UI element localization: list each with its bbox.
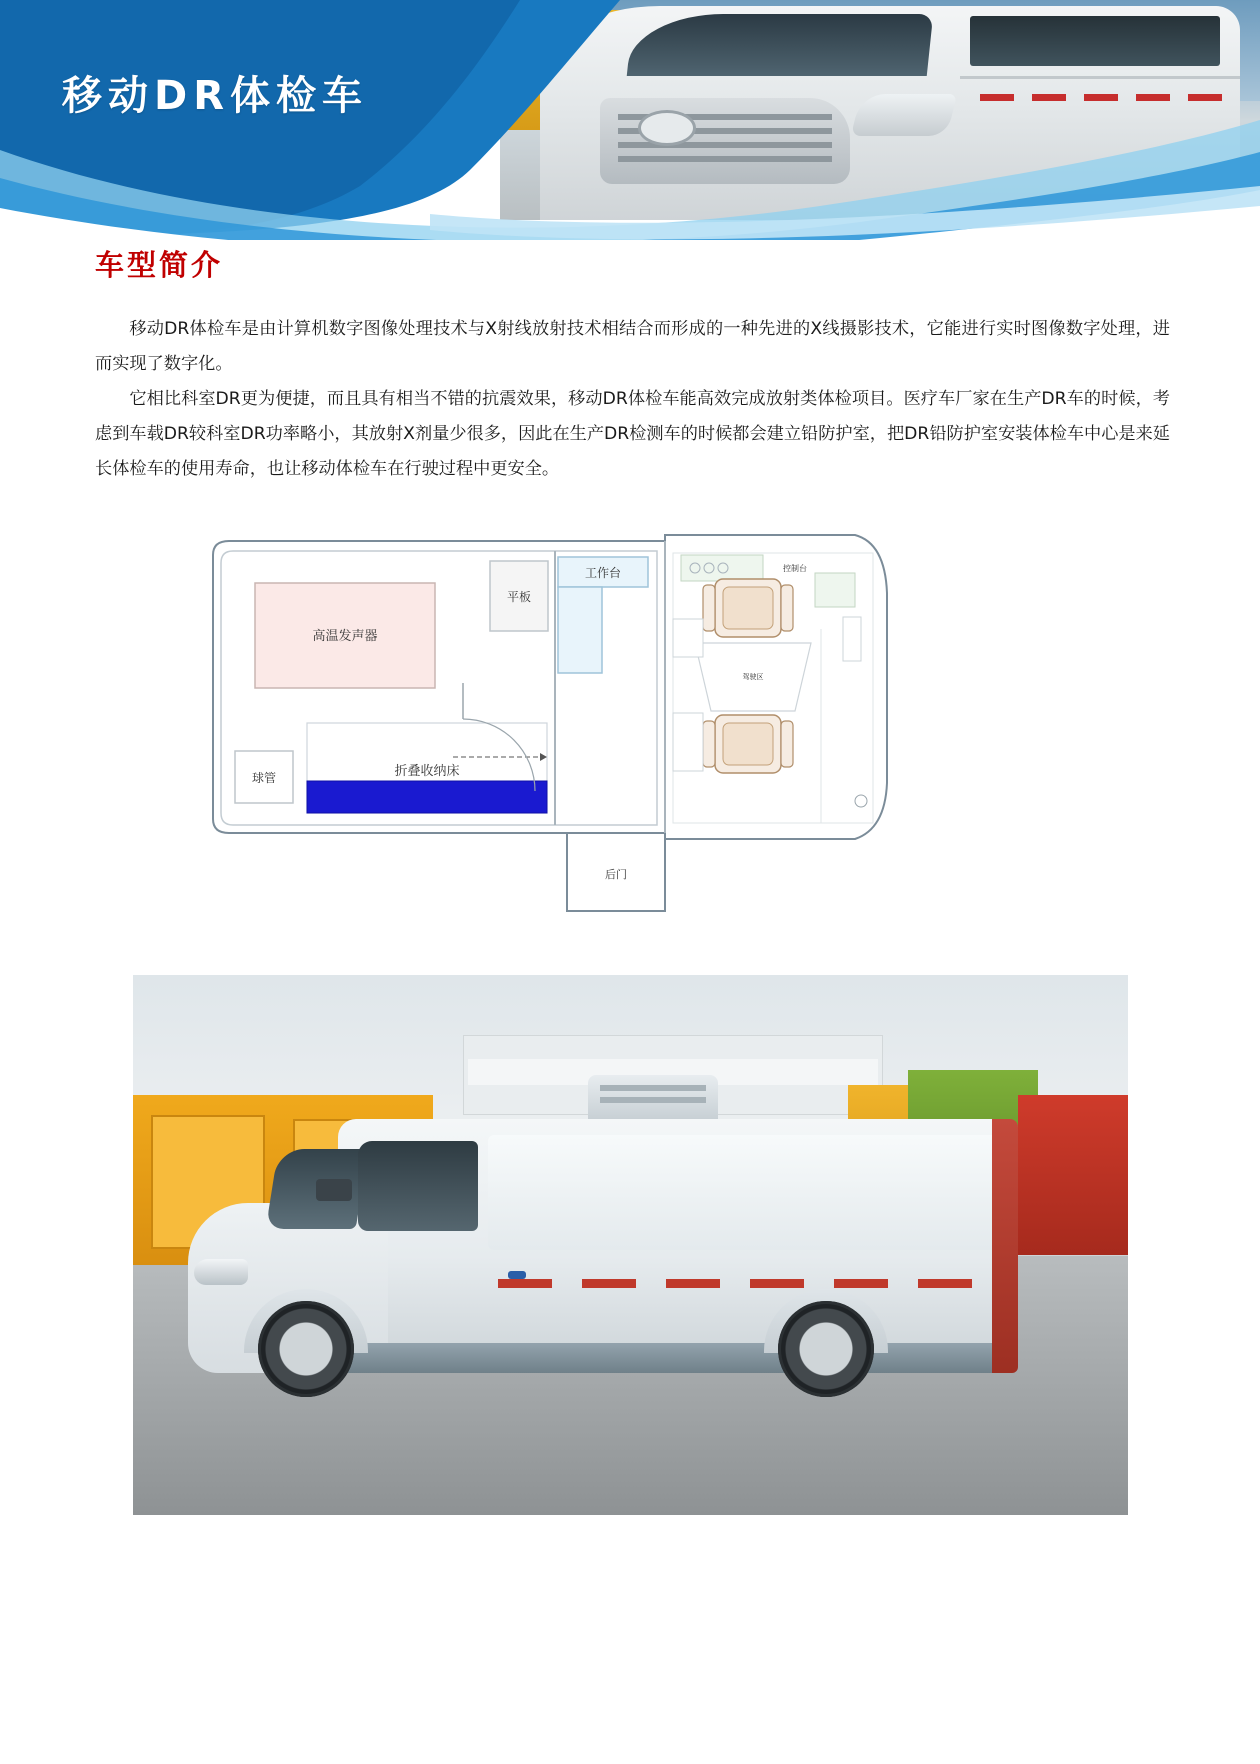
floorplan-label-folding-bed: 折叠收纳床: [394, 764, 460, 779]
floorplan-label-workbench: 工作台: [584, 566, 622, 580]
photo-van-front-wheel: [258, 1301, 354, 1397]
floorplan-bed-mattress: [307, 781, 547, 813]
floorplan-cab-box-4: [843, 617, 861, 661]
floorplan-passenger-seat: [703, 715, 793, 773]
vehicle-side-photo: [133, 975, 1128, 1515]
photo-van-cab-window: [358, 1141, 478, 1231]
photo-van: [188, 1093, 1018, 1413]
floorplan-svg: [195, 533, 895, 933]
floorplan-cab-box-2: [673, 713, 703, 771]
photo-van-roof-ac-unit: [588, 1075, 718, 1119]
photo-background-red-truck: [1018, 1095, 1128, 1255]
floorplan-label-tube: 球管: [251, 771, 277, 785]
floorplan-label-console: 控制台: [783, 564, 807, 573]
floorplan-cab-box-3: [815, 573, 855, 607]
floorplan-driver-seat: [703, 579, 793, 637]
section-heading: 车型简介: [95, 248, 224, 282]
floorplan-label-generator: 高温发声器: [312, 629, 378, 644]
intro-paragraph-2: 它相比科室DR更为便捷，而且具有相当不错的抗震效果，移动DR体检车能高效完成放射类体检项目。医疗车厂家在生产DR车的时候，考虑到车载DR较科室DR功率略小，其放射X剂量少很多，因此在生产DR检测车的时候都会建立铅防护室，把DR铅防护室安装体检车中心是来延长体检车的使用寿命，也让移动体检车在行驶过程中更安全。: [95, 389, 1170, 479]
floorplan-cab-box-1: [673, 619, 703, 657]
photo-van-side-panel: [488, 1135, 998, 1250]
photo-van-door-handle: [508, 1271, 526, 1279]
photo-van-headlight: [194, 1259, 248, 1285]
floorplan-diagram: [195, 533, 895, 933]
photo-van-side-mirror: [316, 1179, 352, 1201]
intro-text-block: [95, 312, 1170, 487]
photo-van-rear-door: [992, 1119, 1018, 1373]
floorplan-label-flat-panel: 平板: [506, 590, 532, 604]
intro-paragraph-1: 移动DR体检车是由计算机数字图像处理技术与X射线放射技术相结合而形成的一种先进的X线摄影技术，它能进行实时图像数字处理，进而实现了数字化。: [95, 319, 1170, 374]
photo-van-red-stripe: [498, 1279, 1008, 1288]
photo-van-rear-wheel: [778, 1301, 874, 1397]
floorplan-workbench-side: [558, 587, 602, 673]
photo-van-lower-skirt: [338, 1343, 1018, 1373]
page-title: 移动DR体检车: [62, 73, 369, 119]
floorplan-label-door: 后门: [605, 868, 627, 881]
floorplan-dashboard: [681, 555, 763, 581]
page-header: [0, 0, 1260, 240]
floorplan-label-driver-area: 驾驶区: [742, 673, 764, 681]
